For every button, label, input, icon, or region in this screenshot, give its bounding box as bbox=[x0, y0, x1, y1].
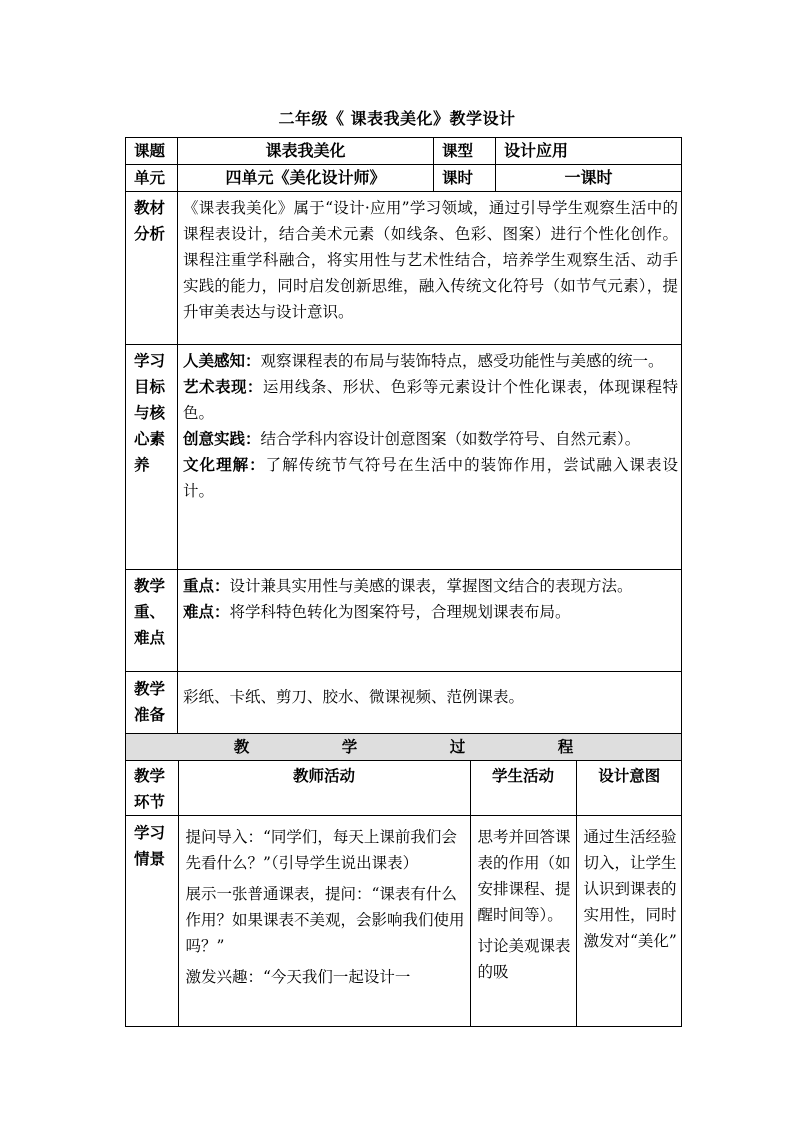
key-point-head: 重点： bbox=[183, 576, 230, 595]
prep-label: 教学准备 bbox=[126, 672, 178, 734]
design-intent-cell bbox=[576, 816, 682, 1026]
stage-cell: 学习情景 bbox=[126, 816, 178, 1026]
process-heading-char: 学 bbox=[341, 737, 358, 756]
hours-label: 课时 bbox=[434, 165, 496, 192]
goal-head: 艺术表现： bbox=[183, 377, 263, 396]
student-activity-cell bbox=[470, 816, 576, 1026]
process-heading bbox=[126, 734, 682, 761]
process-heading-char: 教 bbox=[233, 737, 250, 756]
difficult-point-head: 难点： bbox=[183, 602, 230, 621]
lesson-plan-table bbox=[125, 137, 682, 1027]
hours-value: 一课时 bbox=[496, 165, 682, 192]
goal-item bbox=[183, 426, 678, 452]
type-label: 课型 bbox=[434, 138, 496, 165]
process-heading-char: 程 bbox=[557, 737, 574, 756]
goal-item bbox=[183, 348, 678, 374]
goal-head: 人美感知： bbox=[183, 351, 261, 370]
teacher-activity-item: 激发兴趣：“今天我们一起设计一 bbox=[185, 968, 411, 986]
goal-text: 了解传统节气符号在生活中的装饰作用，尝试融入课表设计。 bbox=[183, 456, 678, 500]
key-point bbox=[183, 573, 678, 599]
student-activity-item: 讨论美观课表的吸 bbox=[477, 937, 571, 981]
col-stage-header: 教学环节 bbox=[126, 761, 178, 816]
keypoints-content bbox=[178, 570, 682, 672]
goal-item bbox=[183, 374, 678, 426]
process-table bbox=[126, 761, 682, 1026]
goal-item bbox=[183, 452, 678, 504]
topic-label: 课题 bbox=[126, 138, 178, 165]
process-heading-char: 过 bbox=[449, 737, 466, 756]
keypoints-label: 教学重、难点 bbox=[126, 570, 178, 672]
col-student-header: 学生活动 bbox=[470, 761, 576, 816]
document-title: 二年级《 课表我美化》教学设计 bbox=[278, 109, 516, 128]
unit-value: 四单元《美化设计师》 bbox=[178, 165, 434, 192]
topic-value: 课表我美化 bbox=[178, 138, 434, 165]
teacher-activity-cell bbox=[178, 816, 470, 1026]
goal-head: 创意实践： bbox=[183, 429, 261, 448]
prep-text: 彩纸、卡纸、剪刀、胶水、微课视频、范例课表。 bbox=[178, 672, 682, 734]
key-point-text: 设计兼具实用性与美感的课表，掌握图文结合的表现方法。 bbox=[229, 577, 633, 595]
col-intent-header: 设计意图 bbox=[576, 761, 682, 816]
analysis-label: 教材分析 bbox=[126, 192, 178, 345]
goal-text: 运用线条、形状、色彩等元素设计个性化课表，体现课程特色。 bbox=[183, 378, 678, 422]
goal-text: 观察课程表的布局与装饰特点，感受功能性与美感的统一。 bbox=[260, 352, 664, 370]
difficult-point bbox=[183, 599, 678, 625]
col-teacher-header: 教师活动 bbox=[178, 761, 470, 816]
goal-text: 结合学科内容设计创意图案（如数学符号、自然元素）。 bbox=[260, 430, 641, 448]
analysis-text: 《课表我美化》属于“设计·应用”学习领域，通过引导学生观察生活中的课程表设计，结合美术元素（如线条、色彩、图案）进行个性化创作。课程注重学科融合，将实用性与艺术性结合，培养学生观察生活、动手实践的能力，同时启发创新思维，融入传统文化符号（如节气元素），提升审美表达与设计意识。 bbox=[178, 192, 682, 345]
difficult-point-text: 将学科特色转化为图案符号，合理规划课表布局。 bbox=[229, 603, 571, 621]
goals-list bbox=[178, 345, 682, 570]
teacher-activity-item: 展示一张普通课表，提问：“课表有什么作用？如果课表不美观，会影响我们使用吗？” bbox=[185, 885, 465, 955]
unit-label: 单元 bbox=[126, 165, 178, 192]
student-activity-item: 思考并回答课表的作用（如安排课程、提醒时间等）。 bbox=[477, 828, 571, 924]
teacher-activity-item: 提问导入：“同学们，每天上课前我们会先看什么？”（引导学生说出课表） bbox=[185, 828, 457, 872]
goal-head: 文化理解： bbox=[183, 455, 266, 474]
type-value: 设计应用 bbox=[496, 138, 682, 165]
goals-label: 学习目标与核心素养 bbox=[126, 345, 178, 570]
design-intent-text: 通过生活经验切入，让学生认识到课表的实用性，同时激发对“美化” bbox=[583, 828, 677, 950]
